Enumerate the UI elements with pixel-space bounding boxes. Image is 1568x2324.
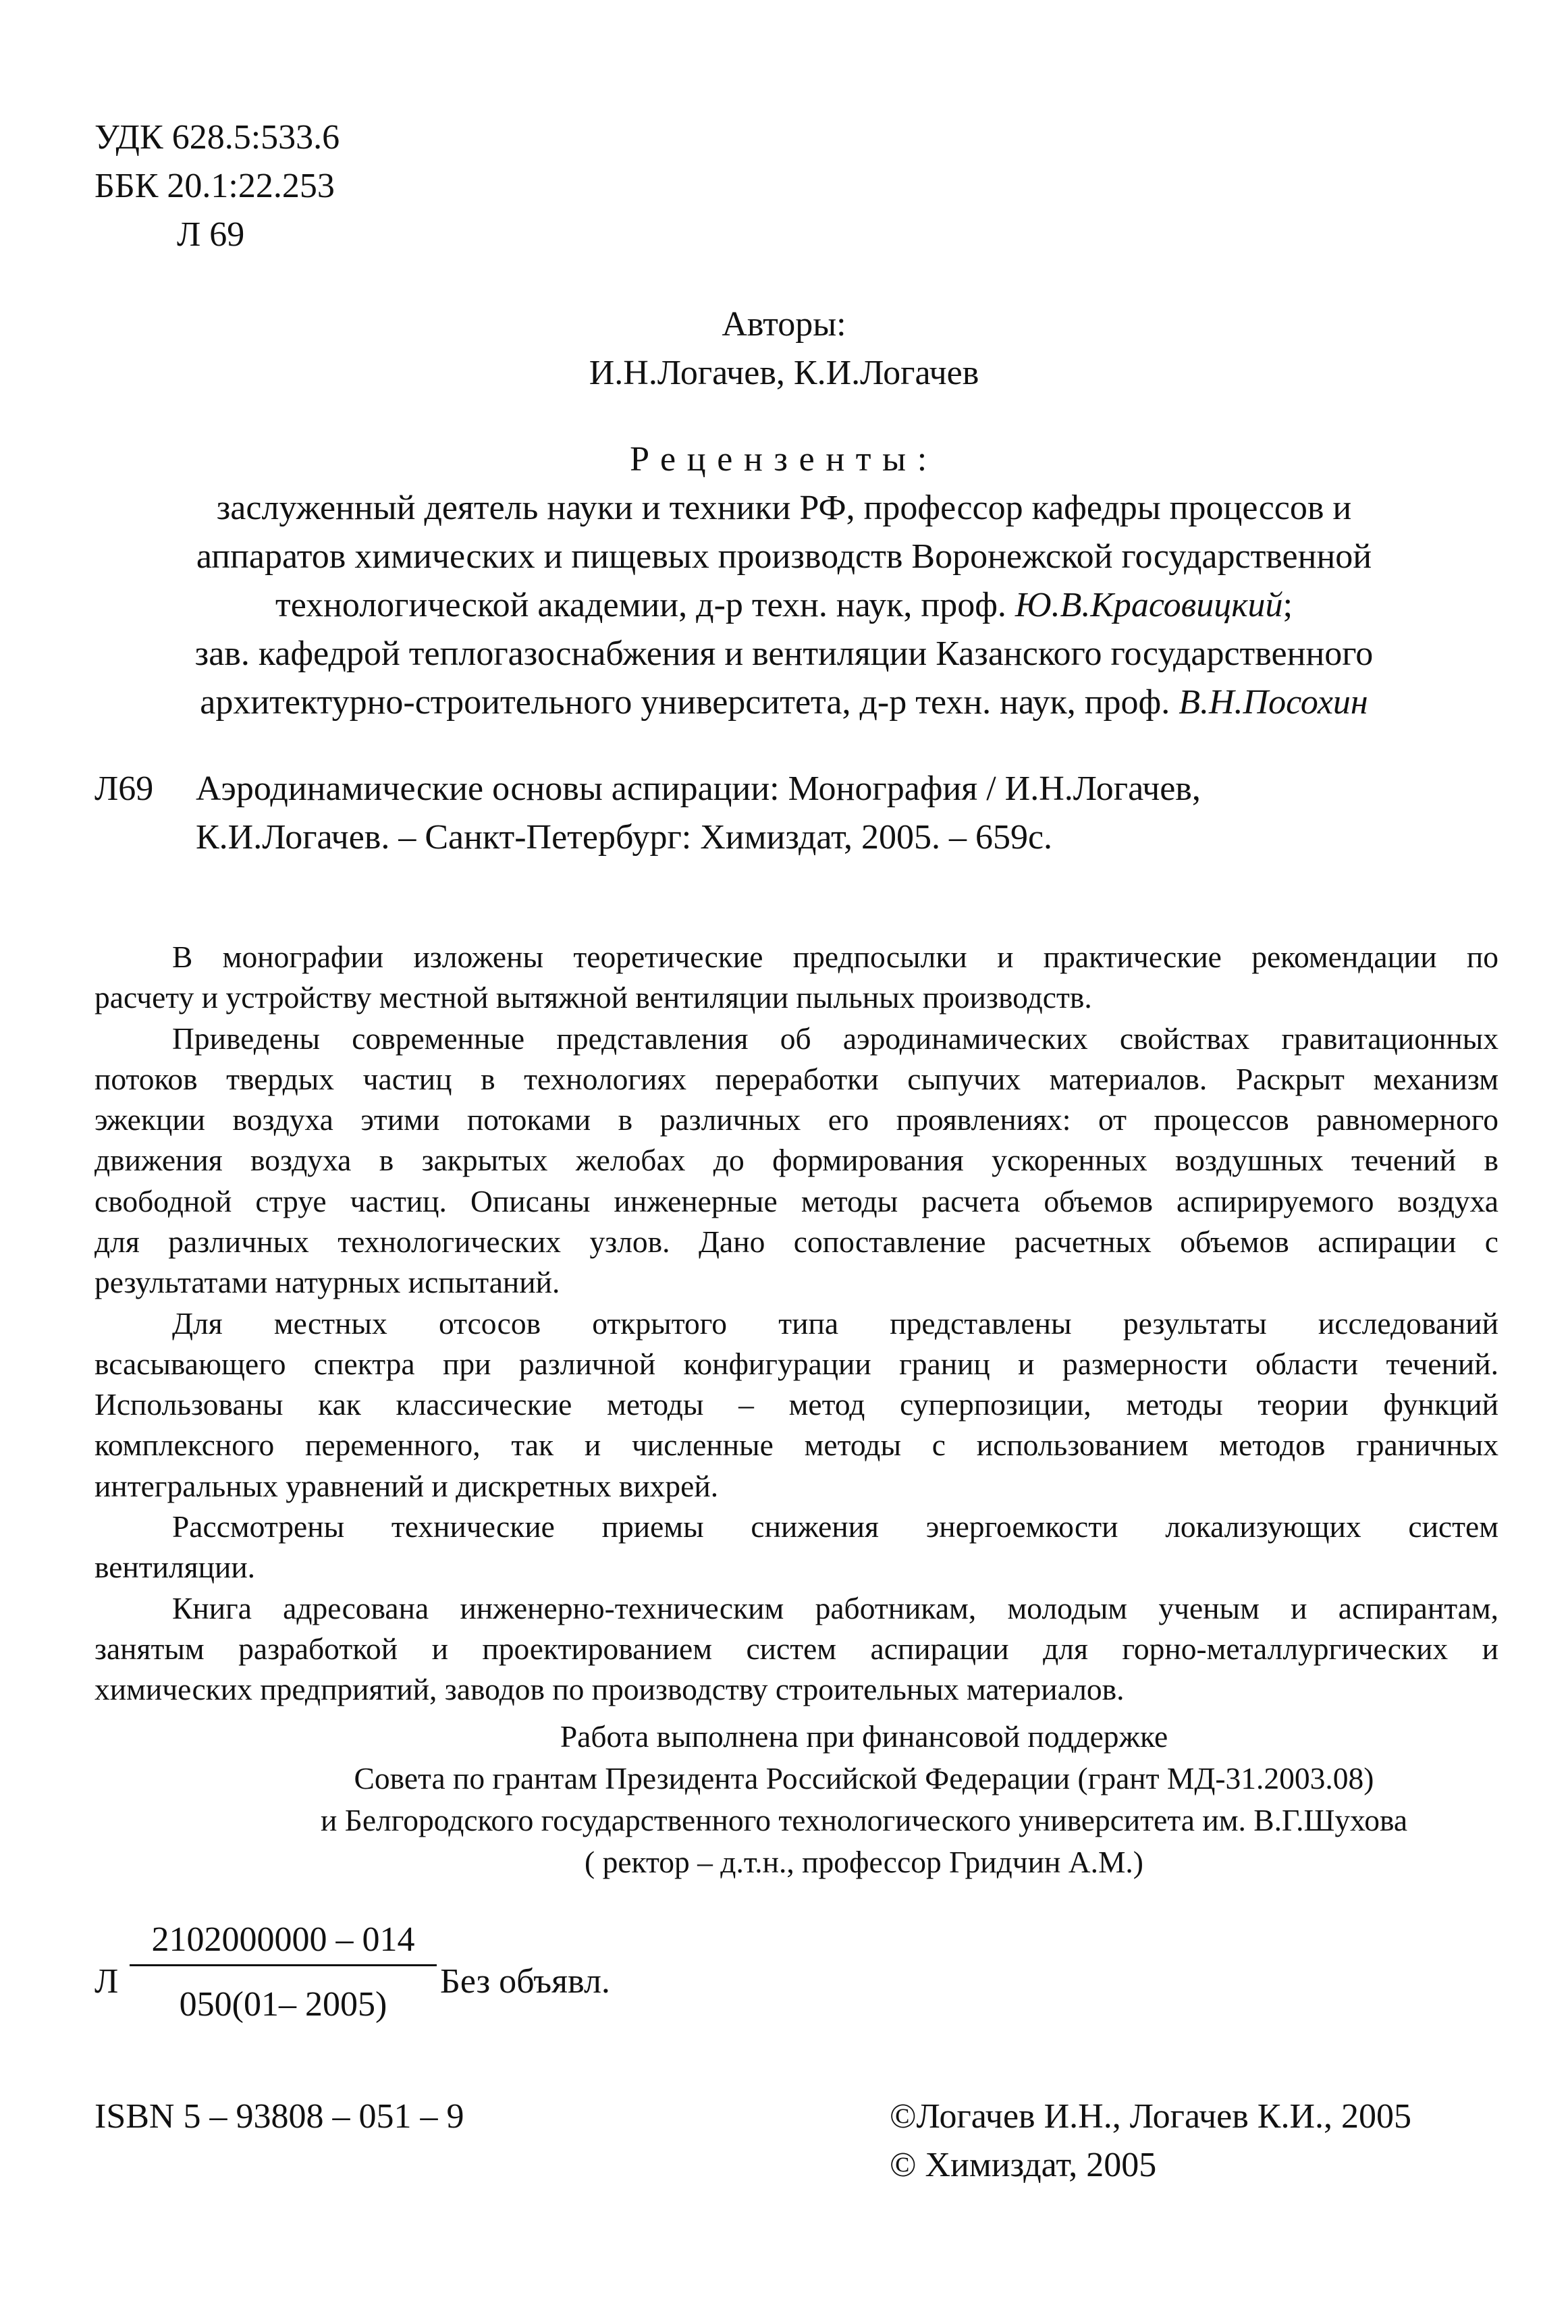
abstract-paragraph-4 <box>94 1507 1498 1588</box>
text-line: всасывающего спектра при различной конфигурации границ и размерности области течений. <box>94 1346 1498 1381</box>
text-line: движения воздуха в закрытых желобах до формирования ускоренных воздушных течений в <box>94 1143 1498 1178</box>
reviewers-line-4: зав. кафедрой теплогазоснабжения и вентиляции Казанского государственного <box>194 634 1374 673</box>
author-mark: Л 69 <box>177 215 245 254</box>
text-line: Использованы как классические методы – метод суперпозиции, методы теории функций <box>94 1387 1498 1422</box>
abstract-paragraph-3 <box>94 1303 1498 1507</box>
bib-code: Л69 <box>94 769 154 808</box>
catalog-suffix: Без объявл. <box>440 1962 610 2001</box>
copyright-line-1: ©Логачев И.Н., Логачев К.И., 2005 <box>890 2097 1412 2136</box>
catalog-denominator: 050(01– 2005) <box>179 1985 387 2024</box>
bib-line-1: Аэродинамические основы аспирации: Монография / И.Н.Логачев, <box>196 769 1201 808</box>
reviewers-label: Рецензенты: <box>630 440 938 479</box>
udk-code: УДК 628.5:533.6 <box>94 118 340 157</box>
funding-line-2: Совета по грантам Президента Российской Федерации (грант МД-31.2003.08) <box>354 1761 1374 1795</box>
text-line: интегральных уравнений и дискретных вихрей. <box>94 1468 719 1503</box>
catalog-prefix: Л <box>94 1962 119 2001</box>
abstract-paragraph-2 <box>94 1019 1498 1303</box>
reviewers-line-2: аппаратов химических и пищевых производств Воронежской государственной <box>196 537 1372 576</box>
text-line: химических предприятий, заводов по производству строительных материалов. <box>94 1672 1125 1707</box>
reviewers-line-1: заслуженный деятель науки и техники РФ, профессор кафедры процессов и <box>216 489 1352 527</box>
bib-line-2: К.И.Логачев. – Санкт-Петербург: Химиздат, 2005. – 659с. <box>196 818 1053 857</box>
text-line: Книга адресована инженерно-техническим работникам, молодым ученым и аспирантам, <box>172 1590 1498 1625</box>
reviewers-line-3 <box>0 588 1568 623</box>
funding-line-1: Работа выполнена при финансовой поддержке <box>560 1719 1168 1754</box>
copyright-line-2: © Химиздат, 2005 <box>890 2146 1157 2184</box>
text-line: вентиляции. <box>94 1550 256 1585</box>
funding-line-4: ( ректор – д.т.н., профессор Гридчин А.М.) <box>585 1845 1143 1879</box>
text-line: занятым разработкой и проектированием систем аспирации для горно-металлургических и <box>94 1631 1498 1666</box>
reviewers-line-5 <box>0 685 1568 720</box>
text-line: Для местных отсосов открытого типа представлены результаты исследований <box>172 1305 1498 1341</box>
reviewer-1-name: Ю.В.Красовицкий <box>1015 586 1283 624</box>
abstract-paragraph-1 <box>94 937 1498 1019</box>
text-line: В монографии изложены теоретические предпосылки и практические рекомендации по <box>172 940 1498 974</box>
text-line: свободной струе частиц. Описаны инженерные методы расчета объемов аспирируемого воздуха <box>94 1183 1498 1218</box>
text-line: расчету и устройству местной вытяжной вентиляции пыльных производств. <box>94 980 1092 1015</box>
authors-names: И.Н.Логачев, К.И.Логачев <box>589 354 979 392</box>
text-line: потоков твердых частиц в технологиях переработки сыпучих материалов. Раскрыт механизм <box>94 1061 1498 1096</box>
bbk-code: ББК 20.1:22.253 <box>94 167 335 205</box>
reviewer-2-name: В.Н.Посохин <box>1179 683 1368 722</box>
isbn: ISBN 5 – 93808 – 051 – 9 <box>94 2097 464 2136</box>
text-line: комплексного переменного, так и численные методы с использованием методов граничных <box>94 1428 1498 1463</box>
text-line: результатами натурных испытаний. <box>94 1265 560 1300</box>
text-line: эжекции воздуха этими потоками в различных его проявлениях: от процессов равномерного <box>94 1102 1498 1137</box>
authors-label: Авторы: <box>722 305 846 344</box>
funding-line-3: и Белгородского государственного технологического университета им. В.Г.Шухова <box>320 1803 1408 1837</box>
catalog-numerator: 2102000000 – 014 <box>130 1922 437 1966</box>
reviewer-1-suffix: ; <box>1282 586 1293 624</box>
abstract-paragraph-5 <box>94 1588 1498 1710</box>
text-line: для различных технологических узлов. Дано сопоставление расчетных объемов аспирации с <box>94 1224 1498 1260</box>
reviewers-line-3-text: технологической академии, д-р техн. наук, проф. <box>275 586 1006 624</box>
reviewers-line-5-text: архитектурно-строительного университета, д-р техн. наук, проф. <box>200 683 1170 722</box>
text-line: Приведены современные представления об аэродинамических свойствах гравитационных <box>172 1021 1498 1056</box>
text-line: Рассмотрены технические приемы снижения энергоемкости локализующих систем <box>172 1509 1498 1544</box>
